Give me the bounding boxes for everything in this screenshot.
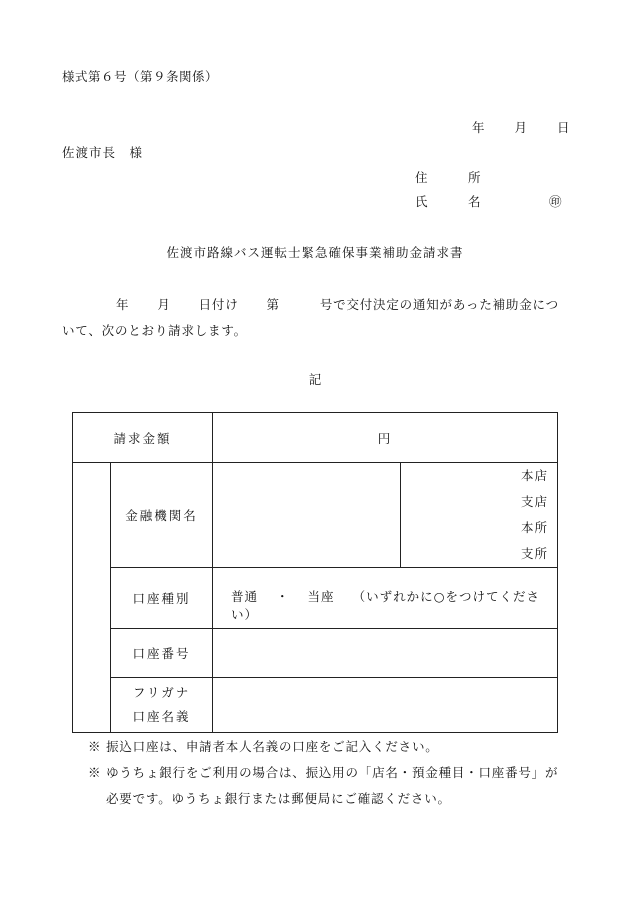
- account-holder-label: [111, 678, 213, 733]
- amount-row: [73, 413, 558, 463]
- body-line-1: [62, 292, 572, 318]
- body-line-2: いて、次のとおり請求します。: [62, 323, 247, 338]
- account-type-note: （いずれかに○をつけてください）: [231, 589, 540, 622]
- account-number-field[interactable]: [213, 629, 558, 678]
- notes: [88, 734, 558, 812]
- note-2-line-1: ※ ゆうちょ銀行をご利用の場合は、振込用の「店名・預金種目・口座番号」が: [88, 765, 559, 780]
- body-month: 月: [157, 297, 171, 312]
- date-line: [472, 118, 570, 136]
- body-line1-rest: 号で交付決定の通知があった補助金につ: [319, 297, 559, 312]
- bank-group-spacer: [73, 463, 111, 733]
- account-number-label: 口座番号: [111, 629, 213, 678]
- account-type-futsu[interactable]: 普通: [231, 589, 259, 604]
- body-year: 年: [116, 297, 130, 312]
- address-row: [415, 168, 495, 186]
- account-type-field[interactable]: [213, 568, 558, 629]
- recipient: 佐渡市長 様: [62, 145, 144, 160]
- body-text: [62, 292, 572, 344]
- bank-name-label: 金融機関名: [111, 463, 213, 568]
- bank-row: [73, 463, 558, 568]
- branch-type-honsho[interactable]: 本所: [521, 520, 549, 535]
- amount-field[interactable]: 円: [213, 413, 558, 463]
- account-holder-row: [73, 678, 558, 733]
- account-number-row: [73, 629, 558, 678]
- branch-type-honten[interactable]: 本店: [521, 468, 549, 483]
- furigana-label: フリガナ: [132, 685, 191, 700]
- branch-type-shisho[interactable]: 支所: [521, 546, 549, 561]
- note-1: ※ 振込口座は、申請者本人名義の口座をご記入ください。: [88, 739, 439, 754]
- amount-label: 請求金額: [73, 413, 213, 463]
- document-title: 佐渡市路線バス運転士緊急確保事業補助金請求書: [166, 245, 464, 260]
- note-2-line-2: 必要です。ゆうちょ銀行または郵便局にご確認ください。: [106, 791, 451, 806]
- body-dated: 日付け: [198, 297, 239, 312]
- holder-name-label: 口座名義: [132, 709, 191, 724]
- branch-type-shiten[interactable]: 支店: [521, 494, 549, 509]
- account-type-toza[interactable]: 当座: [307, 589, 335, 604]
- date-day: 日: [557, 120, 570, 135]
- body-number-prefix: 第: [266, 297, 280, 312]
- account-type-label: 口座種別: [111, 568, 213, 629]
- account-holder-field[interactable]: [213, 678, 558, 733]
- form-number: 様式第６号（第９条関係）: [62, 69, 219, 84]
- bank-name-field[interactable]: [213, 463, 401, 568]
- name-row: [415, 192, 495, 210]
- name-label: 氏 名: [415, 194, 495, 209]
- account-type-separator: ・: [276, 589, 290, 604]
- ki-heading: 記: [308, 372, 322, 387]
- bank-info-table: [72, 412, 558, 733]
- date-month: 月: [514, 120, 528, 135]
- branch-type-options[interactable]: [401, 463, 558, 568]
- date-year: 年: [472, 120, 485, 135]
- account-type-row: [73, 568, 558, 629]
- seal-mark: ㊞: [549, 194, 562, 209]
- address-label: 住 所: [415, 170, 495, 185]
